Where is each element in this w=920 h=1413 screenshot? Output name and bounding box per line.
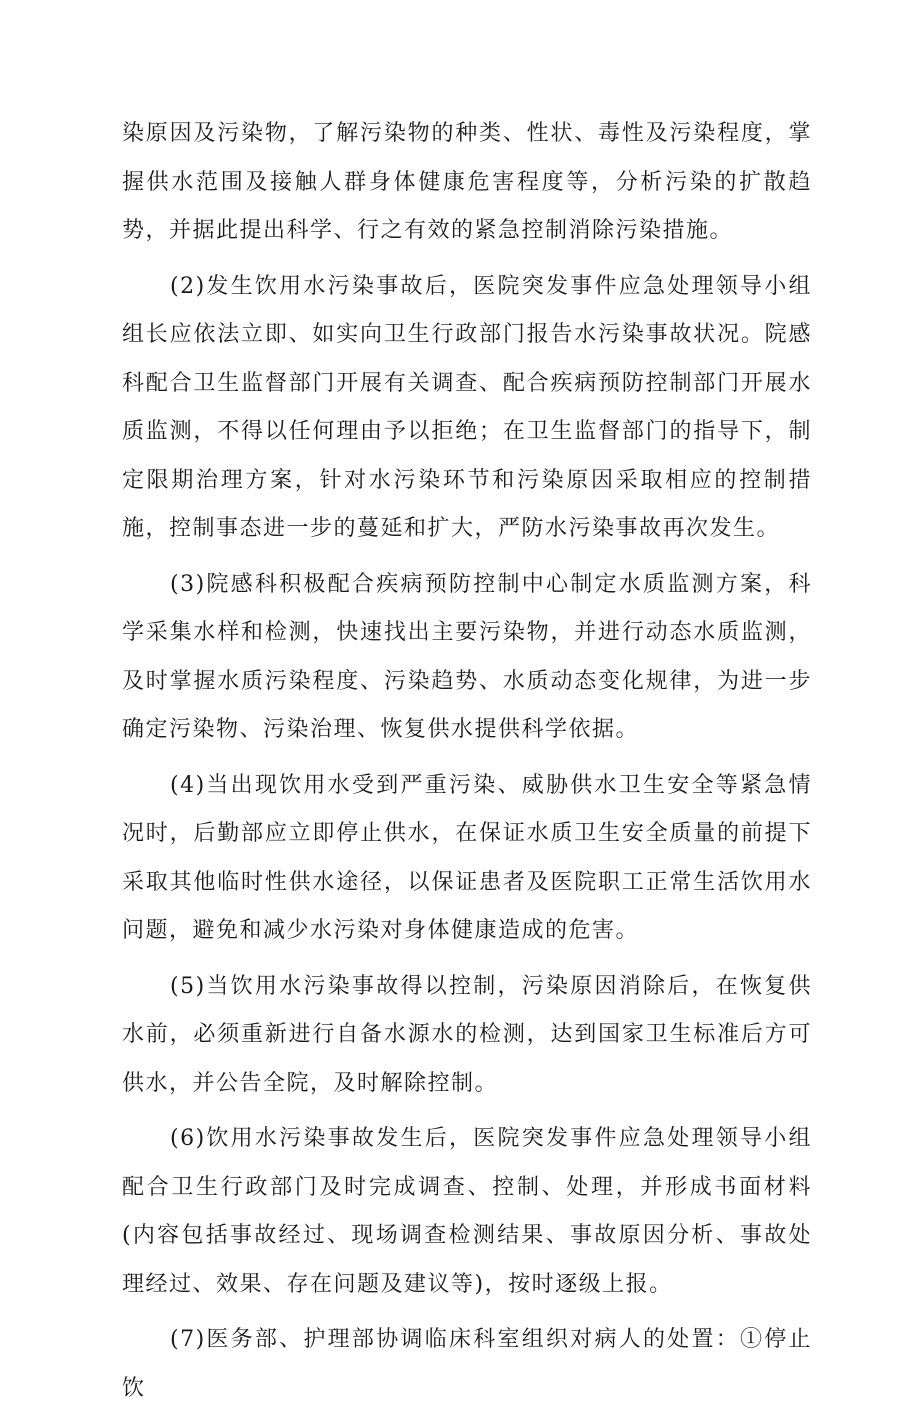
document-body bbox=[122, 110, 812, 1413]
paragraph-continuation: 染原因及污染物，了解污染物的种类、性状、毒性及污染程度，掌握供水范围及接触人群身体健康危害程度等，分析污染的扩散趋势，并据此提出科学、行之有效的紧急控制消除污染措施。 bbox=[122, 121, 812, 243]
paragraph-item-2: (2)发生饮用水污染事故后，医院突发事件应急处理领导小组组长应依法立即、如实向卫生行政部门报告水污染事故状况。院感科配合卫生监督部门开展有关调查、配合疾病预防控制部门开展水质监测，不得以任何理由予以拒绝；在卫生监督部门的指导下，制定限期治理方案，针对水污染环节和污染原因采取相应的控制措施，控制事态进一步的蔓延和扩大，严防水污染事故再次发生。 bbox=[122, 273, 812, 541]
paragraph-item-4: (4)当出现饮用水受到严重污染、威胁供水卫生安全等紧急情况时，后勤部应立即停止供水，在保证水质卫生安全质量的前提下采取其他临时性供水途径，以保证患者及医院职工正常生活饮用水问题，避免和减少水污染对身体健康造成的危害。 bbox=[122, 772, 812, 943]
paragraph-item-6: (6)饮用水污染事故发生后，医院突发事件应急处理领导小组配合卫生行政部门及时完成调查、控制、处理，并形成书面材料(内容包括事故经过、现场调查检测结果、事故原因分析、事故处理经过、效果、存在问题及建议等)，按时逐级上报。 bbox=[122, 1126, 812, 1297]
paragraph-item-5: (5)当饮用水污染事故得以控制，污染原因消除后，在恢复供水前，必须重新进行自备水源水的检测，达到国家卫生标准后方可供水，并公告全院，及时解除控制。 bbox=[122, 973, 812, 1096]
paragraph-item-3: (3)院感科积极配合疾病预防控制中心制定水质监测方案，科学采集水样和检测，快速找出主要污染物，并进行动态水质监测，及时掌握水质污染程度、污染趋势、水质动态变化规律，为进一步确定污染物、污染治理、恢复供水提供科学依据。 bbox=[122, 571, 812, 742]
paragraph-item-7: (7)医务部、护理部协调临床科室组织对病人的处置：①停止饮 bbox=[122, 1327, 812, 1401]
